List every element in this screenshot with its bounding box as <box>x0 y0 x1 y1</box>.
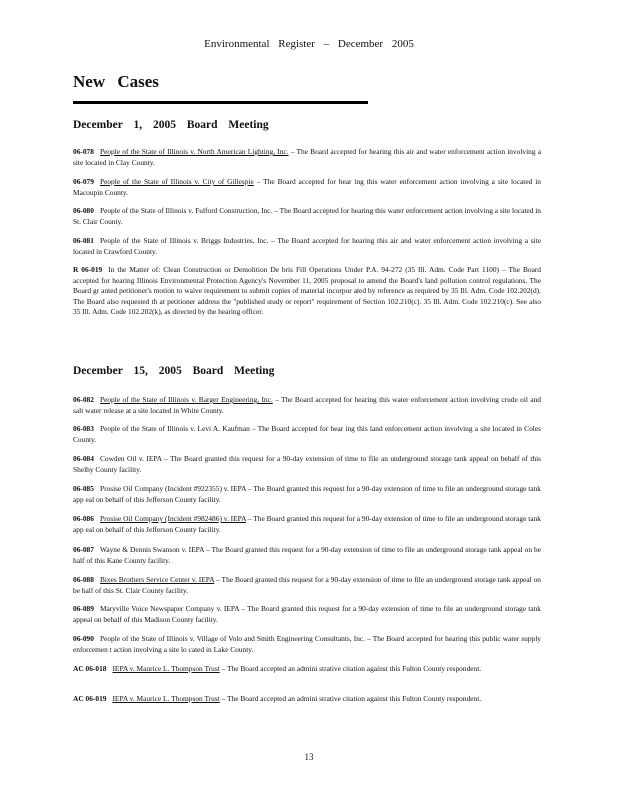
title-rule <box>73 101 368 104</box>
case-number: 06-080 <box>73 206 94 215</box>
case-number: 06-084 <box>73 454 94 463</box>
case-description: People of the State of Illinois v. Village of Volo and Smith Engineering Consultants, Inc. – The Board accepted for hearing this public water supply enforcemen t action involving a site lo cated in Lake County. <box>73 634 541 654</box>
case-description: – The Board granted this request for a 90-day extension of time to file an underground storage tank app eal on behalf of this Jefferson County facility. <box>73 514 541 534</box>
case-number: 06-085 <box>73 484 94 493</box>
case-description: – The Board accepted for hearing this water enforcement action involving crude oil and salt water release at a site located in White County. <box>73 395 542 415</box>
page-number: 13 <box>304 752 314 762</box>
case-entry <box>73 236 541 257</box>
case-description: Wayne & Dennis Swanson v. IEPA – The Board granted this request for a 90-day extension of time to file an underground storage tank appeal on be half of this Kane County facility. <box>73 545 541 565</box>
case-description: – The Board accepted for hearing this air and water enforcement action involving a site located in Clay County. <box>73 147 541 167</box>
section-heading: December 1, 2005 Board Meeting <box>73 119 269 131</box>
case-entry <box>73 545 541 566</box>
case-entry <box>73 694 541 705</box>
case-number: 06-087 <box>73 545 94 554</box>
case-entry <box>73 604 541 625</box>
case-description: People of the State of Illinois v. Levi A. Kaufman – The Board accepted for hear ing this land enforcement action involving a site located in Coles County. <box>73 424 541 444</box>
case-description: – The Board accepted an admini strative citation against this Fulton County respondent. <box>219 664 482 673</box>
case-description: Prosise Oil Company (Incident #922355) v. IEPA – The Board granted this request for a 90-day extension of time to file an underground storage tank app eal on behalf of this Jefferson County facility. <box>73 484 541 504</box>
case-description: – The Board granted this request for a 90-day extension of time to file an underground storage tank appeal on be half of this St. Clair County facility. <box>73 575 541 595</box>
case-number: 06-079 <box>73 177 94 186</box>
case-entry <box>73 395 541 416</box>
case-number: AC 06-019 <box>73 694 107 703</box>
case-entry <box>73 206 541 227</box>
case-number: 06-088 <box>73 575 94 584</box>
case-caption: Bixes Brothers Service Center v. IEPA <box>99 575 215 584</box>
case-entry <box>73 484 541 505</box>
case-entry <box>73 664 541 675</box>
case-caption: People of the State of Illinois v. City of Gillespie <box>99 177 254 186</box>
case-caption: IEPA v. Maurice L. Thompson Trust <box>112 694 220 703</box>
case-number: AC 06-018 <box>73 664 107 673</box>
case-caption: Prosise Oil Company (Incident #982486) v. IEPA <box>99 514 247 523</box>
section-heading: December 15, 2005 Board Meeting <box>73 365 275 377</box>
case-description: People of the State of Illinois v. Fulford Construction, Inc. – The Board accepted for hearing this water enforcement action involving a site located in St. Clair County. <box>73 206 541 226</box>
case-entry <box>73 147 541 168</box>
case-entry <box>73 575 541 596</box>
case-number: 06-082 <box>73 395 94 404</box>
case-number: 06-078 <box>73 147 94 156</box>
case-entry <box>73 514 541 535</box>
case-entry <box>73 265 541 318</box>
case-number: 06-086 <box>73 514 94 523</box>
case-entry <box>73 634 541 655</box>
case-number: R 06-019 <box>73 265 103 274</box>
case-caption: People of the State of Illinois v. Barger Engineering, Inc. <box>99 395 273 404</box>
page-title: New Cases <box>73 72 159 91</box>
case-description: In the Matter of: Clean Construction or Demolition De bris Fill Operations Under P.A. 94-272 (35 Ill. Adm. Code Part 1100) – The Board accepted for hearing Illinois Environmental Protection Agency's November 11, 2005 proposal to amend the Board's land pollution control regulations. The Board gr anted petitioner's motion to waive requirement to submit copies of material incorpor ated by reference as required by 35 Ill. Adm. Code 102.202(d). The Board also requested th at petitioner address the "published study or report" requirement of Section 102.210(c). 35 Ill. Adm. Code 102.210(c). See also 35 Ill. Adm. Code 102.202(k), as directed by the hearing officer. <box>73 265 542 317</box>
case-number: 06-081 <box>73 236 94 245</box>
case-number: 06-090 <box>73 634 94 643</box>
case-number: 06-083 <box>73 424 94 433</box>
case-caption: IEPA v. Maurice L. Thompson Trust <box>112 664 220 673</box>
case-entry <box>73 454 541 475</box>
page-header: Environmental Register – December 2005 <box>204 38 414 50</box>
case-description: People of the State of Illinois v. Briggs Industries, Inc. – The Board accepted for hearing this air and water enforcement action involving a site located in Crawford County. <box>73 236 541 256</box>
case-number: 06-089 <box>73 604 94 613</box>
case-entry <box>73 177 541 198</box>
case-caption: People of the State of Illinois v. North American Lighting, Inc. <box>99 147 289 156</box>
case-description: – The Board accepted an admini strative citation against this Fulton County respondent. <box>219 694 482 703</box>
case-description: Cowden Oil v. IEPA – The Board granted this request for a 90-day extension of time to file an underground storage tank appeal on behalf of this Shelby County facility. <box>73 454 541 474</box>
case-description: – The Board accepted for hear ing this water enforcement action involving a site located in Macoupin County. <box>73 177 541 197</box>
case-description: Maryville Voice Newspaper Company v. IEPA – The Board granted this request for a 90-day extension of time to file an underground storage tank appeal on behalf of this Madison County facility. <box>73 604 541 624</box>
case-entry <box>73 424 541 445</box>
